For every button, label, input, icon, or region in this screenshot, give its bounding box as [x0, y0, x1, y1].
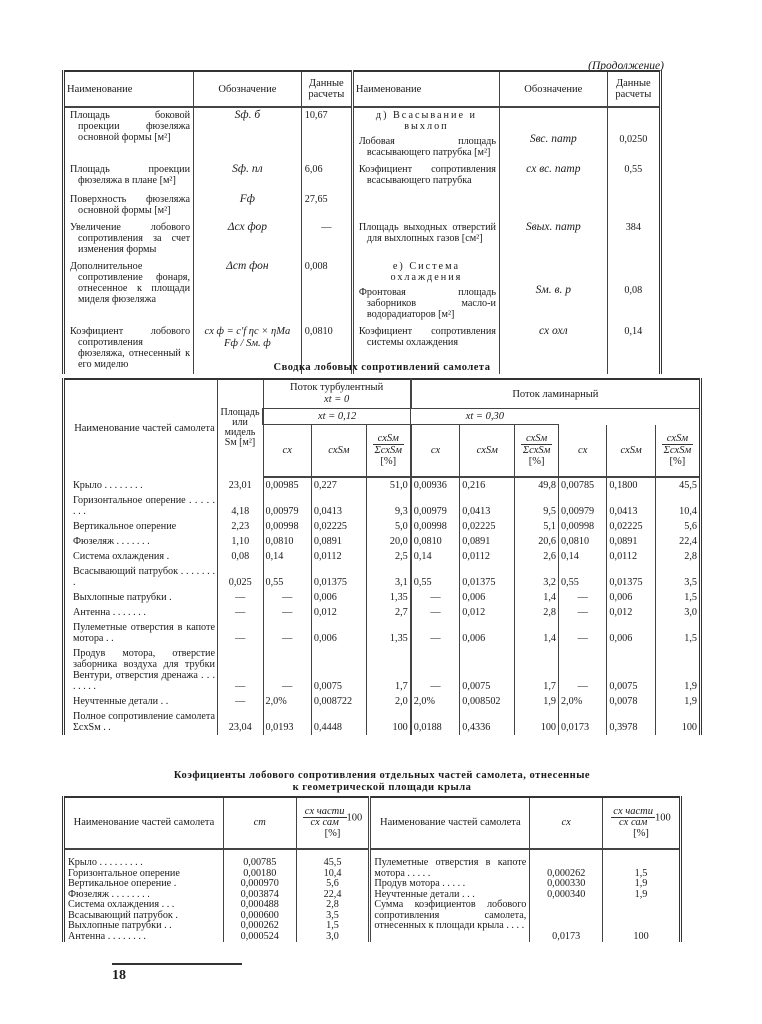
left-names — [64, 849, 224, 942]
cx-value: 0,000340 — [547, 888, 586, 900]
pct-den: ΣcxSм — [663, 445, 692, 456]
area-value: — — [218, 620, 264, 646]
title-line-1: Коэфициенты лобового сопротивления отдельных частей самолета, отнесенные — [173, 770, 591, 781]
cx-value: — — [411, 605, 460, 620]
row-value: 10,67 — [301, 107, 352, 162]
part-name: Антенна . . . . . . . — [73, 606, 146, 618]
pct-value: 1,5 — [634, 867, 648, 879]
pct-den: ΣcxSм — [374, 445, 403, 457]
cxs-value: 0,01375 — [460, 564, 515, 590]
cxs-value: 0,006 — [460, 590, 515, 605]
area-value: 4,18 — [218, 493, 264, 519]
table-row — [64, 709, 701, 735]
pct-value: 1,9 — [515, 694, 559, 709]
cxs-value: 0,0075 — [460, 646, 515, 694]
part-name: Продув мотора . . . . . — [374, 878, 466, 889]
ratio-mult: 100 — [655, 812, 671, 824]
ratio-den: cx сам — [619, 817, 648, 829]
area-value: — — [218, 590, 264, 605]
summary-table-body — [64, 477, 701, 735]
pct-value: 9,3 — [366, 493, 410, 519]
drag-summary-table — [62, 378, 702, 735]
cxs-value: 0,02225 — [607, 519, 655, 534]
pct-num: cxSм — [373, 433, 405, 445]
header-pct — [515, 425, 559, 477]
table-row — [64, 519, 701, 534]
cx-value: 0,55 — [559, 564, 607, 590]
pct-value: 2,8 — [326, 899, 339, 910]
footer-rule — [112, 963, 242, 965]
row-symbol: Fф — [194, 192, 302, 220]
header-laminar-030: xt = 0,30 — [411, 409, 559, 425]
area-value: 1,10 — [218, 534, 264, 549]
header-name-right: Наименование — [352, 71, 499, 107]
turbulent-label: Поток турбулентный — [290, 382, 384, 393]
pct-value: 2,6 — [515, 549, 559, 564]
row-value: 0,14 — [607, 324, 660, 374]
pct-value: 1,7 — [515, 646, 559, 694]
pct-value: 2,5 — [366, 549, 410, 564]
area-value: 0,08 — [218, 549, 264, 564]
cxs-value: 0,0075 — [607, 646, 655, 694]
row-value: — — [301, 220, 352, 259]
pct-value: 5,6 — [326, 878, 339, 889]
row-name: Фронтовая площадь заборников масло-и водорадиаторов [м²] — [358, 287, 496, 320]
cxs-value: 0,01375 — [311, 564, 366, 590]
header-ratio-right — [603, 797, 681, 849]
header-laminar-012: xt = 0,12 — [263, 409, 411, 425]
row-name: Лобовая площадь всасывающего патрубка [м²] — [358, 136, 496, 158]
cxs-value: 0,006 — [311, 620, 366, 646]
parameters-table — [62, 70, 662, 374]
pct-value: 5,6 — [655, 519, 700, 534]
cx-value: 0,14 — [559, 549, 607, 564]
pct-value: 20,0 — [366, 534, 410, 549]
row-name: Поверхность фюзеляжа основной формы [м²] — [70, 194, 191, 216]
header-area: Площадь или мидель Sм [м²] — [218, 379, 264, 477]
turbulent-condition: xt = 0 — [324, 394, 350, 405]
pct-value: 100 — [655, 709, 700, 735]
part-name: Вертикальное оперение — [73, 520, 177, 532]
cxs-value: 0,4448 — [311, 709, 366, 735]
row-symbol: Δcт фон — [194, 259, 302, 324]
cx-value: 0,14 — [411, 549, 460, 564]
cx-value: 0,0810 — [263, 534, 311, 549]
part-name: Всасывающий патрубок . . . . . . . . — [73, 565, 215, 588]
row-value: 27,65 — [301, 192, 352, 220]
cx-value: 0,0173 — [552, 930, 581, 942]
table-row — [64, 620, 701, 646]
table-row — [64, 534, 701, 549]
row-name: Коэфициент лобового сопротивления фюзеляжа, отнесенный к его миделю — [70, 326, 191, 370]
cxs-value: 0,006 — [607, 620, 655, 646]
cx-value: — — [411, 646, 460, 694]
row-symbol: Sвых. патр — [499, 220, 607, 259]
part-name: Выхлопные патрубки . . — [68, 920, 172, 931]
row-value: 0,008 — [301, 259, 352, 324]
pct-value: 1,7 — [366, 646, 410, 694]
part-name: Неучтенные детали . . — [73, 695, 169, 707]
pct-value: 20,6 — [515, 534, 559, 549]
pct-value: 1,9 — [655, 646, 700, 694]
part-name: Продув мотора, отверстие заборника воздуха для трубки Вентури, отверстия дренажа . . . . . . . . — [73, 647, 215, 692]
cxs-value: 0,0078 — [607, 694, 655, 709]
header-symbol-left: Обозначение — [194, 71, 302, 107]
table-row — [64, 646, 701, 694]
row-symbol: cx охл — [499, 324, 607, 374]
pct-value: 3,5 — [655, 564, 700, 590]
row-name: Коэфициент сопротивления системы охлаждения — [358, 326, 496, 348]
pct-value: 22,4 — [323, 888, 342, 900]
header-part-name: Наименование частей самолета — [74, 422, 215, 434]
ratio-num: cx части — [304, 805, 345, 817]
row-value: 384 — [607, 220, 660, 259]
cxs-value: 0,0112 — [311, 549, 366, 564]
pct-value: 3,2 — [515, 564, 559, 590]
header-turbulent — [263, 379, 411, 409]
pct-den: ΣcxSм — [522, 445, 551, 457]
row-symbol: Sвс. патр — [499, 107, 607, 162]
right-names — [370, 849, 530, 942]
formula-text: cx ф = c′f ηc × ηMa Fф / Sм. ф — [204, 326, 291, 349]
cx-value: 0,00936 — [411, 477, 460, 493]
cxs-value: 0,0413 — [607, 493, 655, 519]
part-name: Неучтенные детали . . . — [374, 888, 475, 900]
header-part-name-right: Наименование частей самолета — [370, 797, 530, 849]
pct-unit: [%] — [528, 456, 545, 468]
cxs-value: 0,227 — [311, 477, 366, 493]
header-pct — [366, 425, 410, 477]
row-name: Дополнительное сопротивление фонаря, отнесенное к площади миделя фюзеляжа — [70, 261, 191, 305]
cx-value: 0,00998 — [559, 519, 607, 534]
row-name: Увеличение лобового сопротивления за счет изменения формы — [70, 222, 191, 255]
cx-value: 0,000330 — [547, 878, 586, 889]
cx-value: 0,0193 — [263, 709, 311, 735]
pct-num: cxSм — [662, 433, 694, 445]
cxs-value: 0,4336 — [460, 709, 515, 735]
pct-value: 1,5 — [655, 590, 700, 605]
row-value: 0,55 — [607, 162, 660, 220]
cx-value: 0,14 — [263, 549, 311, 564]
cx-value: 0,00180 — [243, 867, 277, 879]
part-name: Горизонтальное оперение — [68, 867, 180, 879]
part-name: Пулеметные отверстия в капоте мотора . . . . . — [374, 857, 527, 879]
table-row — [64, 590, 701, 605]
cxs-value: 0,02225 — [460, 519, 515, 534]
cx-value: 0,0173 — [559, 709, 607, 735]
ratio-unit: [%] — [633, 827, 649, 839]
cxs-value: 0,216 — [460, 477, 515, 493]
header-cx: cx — [263, 425, 311, 477]
part-name: Крыло . . . . . . . . . — [68, 857, 143, 868]
cx-value: — — [559, 605, 607, 620]
cx-value: — — [263, 620, 311, 646]
pct-value: 1,35 — [366, 590, 410, 605]
cxs-value: 0,0075 — [311, 646, 366, 694]
pct-value: 10,4 — [323, 867, 342, 879]
pct-value: 3,0 — [326, 930, 339, 942]
right-cx — [530, 849, 603, 942]
table-row — [64, 493, 701, 519]
cxs-value: 0,006 — [607, 590, 655, 605]
pct-value: 1,4 — [515, 620, 559, 646]
cx-value: 0,0810 — [411, 534, 460, 549]
pct-value: 9,5 — [515, 493, 559, 519]
row-value: 0,0250 — [607, 107, 660, 162]
cx-value: — — [411, 620, 460, 646]
title-line-2: к геометрической площади крыла — [292, 782, 472, 793]
area-value: — — [218, 605, 264, 620]
pct-value: 1,5 — [326, 920, 339, 931]
cx-value: 0,00785 — [559, 477, 607, 493]
cx-value: 0,000600 — [240, 909, 279, 921]
row-value: 0,0810 — [301, 324, 352, 374]
wing-area-coefficients-table — [62, 796, 682, 942]
page-number: 18 — [112, 968, 126, 983]
right-pct — [603, 849, 681, 942]
cx-value: 0,000262 — [240, 920, 279, 931]
pct-unit: [%] — [669, 456, 686, 467]
header-ct: cт — [223, 797, 296, 849]
pct-value: 51,0 — [366, 477, 410, 493]
cx-value: 0,00979 — [263, 493, 311, 519]
cx-value: 0,00979 — [559, 493, 607, 519]
row-name: Площадь выходных отверстий для выхлопных газов [см²] — [358, 222, 496, 244]
left-pct — [296, 849, 370, 942]
ratio-den: cx сам — [310, 817, 339, 829]
part-name: Сумма коэфициентов лобового сопротивления самолета, отнесенных к площади крыла . . . . — [374, 899, 527, 931]
cx-value: 0,00985 — [263, 477, 311, 493]
part-name: Полное сопротивление самолета ΣcxSм . . — [73, 710, 215, 733]
cx-value: 0,000488 — [240, 899, 279, 910]
pct-value: 2,8 — [515, 605, 559, 620]
cxs-value: 0,006 — [311, 590, 366, 605]
pct-value: 22,4 — [655, 534, 700, 549]
table-row — [64, 694, 701, 709]
cxs-value: 0,0112 — [460, 549, 515, 564]
ratio-unit: [%] — [324, 827, 341, 839]
cxs-value: 0,008502 — [460, 694, 515, 709]
pct-value: 2,7 — [366, 605, 410, 620]
summary-table-title: Сводка лобовых сопротивлений самолета — [273, 362, 491, 373]
cx-value: — — [263, 605, 311, 620]
row-symbol: Sф. пл — [194, 162, 302, 192]
cxs-value: 0,006 — [460, 620, 515, 646]
cxs-value: 0,0112 — [607, 549, 655, 564]
part-name: Система охлаждения . . . — [68, 899, 175, 910]
pct-value: 1,35 — [366, 620, 410, 646]
area-value: — — [218, 646, 264, 694]
header-value-left: Данные расчеты — [301, 71, 352, 107]
pct-value: 100 — [515, 709, 559, 735]
pct-value: 1,5 — [655, 620, 700, 646]
cx-value: — — [263, 590, 311, 605]
table-row — [64, 549, 701, 564]
pct-value: 10,4 — [655, 493, 700, 519]
part-name: Выхлопные патрубки . — [73, 591, 172, 603]
table-row — [64, 477, 701, 493]
part-name: Антенна . . . . . . . . — [68, 930, 146, 942]
table-row — [64, 564, 701, 590]
cx-value: 0,55 — [411, 564, 460, 590]
pct-num: cxSм — [521, 433, 553, 445]
header-cx: cx — [411, 425, 460, 477]
part-name: Пулеметные отверстия в капоте мотора . . — [73, 621, 215, 644]
pct-value: 3,0 — [655, 605, 700, 620]
part-name: Горизонтальное оперение . . . . . . . . — [73, 494, 215, 517]
area-value: 23,04 — [218, 709, 264, 735]
cxs-value: 0,02225 — [311, 519, 366, 534]
header-name-left: Наименование — [64, 71, 194, 107]
row-name: Площадь проекции фюзеляжа в плане [м²] — [70, 164, 191, 186]
cx-value: 0,00979 — [411, 493, 460, 519]
cxs-value: 0,01375 — [607, 564, 655, 590]
cx-value: 2,0% — [411, 694, 460, 709]
pct-value: 100 — [633, 930, 649, 942]
row-symbol: Sф. б — [194, 107, 302, 162]
cxs-value: 0,0891 — [607, 534, 655, 549]
cxs-value: 0,0891 — [311, 534, 366, 549]
pct-value: 5,0 — [366, 519, 410, 534]
table-row — [64, 605, 701, 620]
part-name: Система охлаждения . — [73, 550, 170, 562]
pct-value: 2,0 — [366, 694, 410, 709]
cx-value: 0,000262 — [547, 867, 586, 879]
pct-value: 2,8 — [655, 549, 700, 564]
part-name: Всасывающий патрубок . — [68, 909, 178, 921]
pct-unit: [%] — [380, 456, 397, 468]
cxs-value: 0,012 — [607, 605, 655, 620]
left-cx — [223, 849, 296, 942]
pct-value: 3,1 — [366, 564, 410, 590]
area-value: 2,23 — [218, 519, 264, 534]
cxs-value: 0,1800 — [607, 477, 655, 493]
area-value: 0,025 — [218, 564, 264, 590]
row-value: 0,08 — [607, 259, 660, 324]
cx-value: 0,00785 — [243, 857, 277, 868]
ratio-num: cx части — [613, 805, 653, 817]
cx-value: — — [263, 646, 311, 694]
cx-value: 0,00998 — [411, 519, 460, 534]
pct-value: 1,4 — [515, 590, 559, 605]
cxs-value: 0,012 — [460, 605, 515, 620]
cx-value: 0,000524 — [240, 930, 279, 942]
area-value: — — [218, 694, 264, 709]
header-ratio-left — [296, 797, 370, 849]
header-part-name-left: Наименование частей самолета — [64, 797, 224, 849]
part-name: Фюзеляж . . . . . . . — [73, 535, 150, 547]
header-cx: cx — [559, 425, 607, 477]
ratio-mult: 100 — [346, 812, 363, 824]
row-value: 6,06 — [301, 162, 352, 192]
section-title: е) Система охлаждения — [390, 261, 463, 283]
area-value: 23,01 — [218, 477, 264, 493]
header-cx: cx — [530, 797, 603, 849]
cxs-value: 0,0891 — [460, 534, 515, 549]
cx-value: — — [559, 646, 607, 694]
header-cxs: cxSм — [311, 425, 366, 477]
part-name: Фюзеляж . . . . . . . . — [68, 888, 150, 900]
header-symbol-right: Обозначение — [499, 71, 607, 107]
cx-value: — — [559, 590, 607, 605]
cx-value: 0,00998 — [263, 519, 311, 534]
section-title: д) Всасывание и выхлоп — [375, 110, 477, 132]
part-name: Вертикальное оперение . — [68, 878, 177, 889]
cx-value: 0,0188 — [411, 709, 460, 735]
cx-value: 2,0% — [559, 694, 607, 709]
cxs-value: 0,008722 — [311, 694, 366, 709]
pct-value: 3,5 — [326, 909, 339, 921]
cx-value: 0,000970 — [240, 878, 279, 889]
row-symbol: Δcx фор — [194, 220, 302, 259]
header-cxs: cxSм — [607, 425, 655, 477]
row-name: Коэфициент сопротивления всасывающего патрубка — [358, 164, 496, 186]
header-cxs: cxSм — [460, 425, 515, 477]
row-symbol: Sм. в. р — [499, 259, 607, 324]
pct-value: 1,9 — [634, 878, 648, 889]
pct-value: 100 — [366, 709, 410, 735]
cx-value: 0,0810 — [559, 534, 607, 549]
pct-value: 1,9 — [634, 888, 648, 900]
header-value-right: Данные расчеты — [607, 71, 660, 107]
cx-value: 0,55 — [263, 564, 311, 590]
header-pct — [655, 425, 700, 477]
cx-value: — — [559, 620, 607, 646]
cxs-value: 0,0413 — [311, 493, 366, 519]
cxs-value: 0,3978 — [607, 709, 655, 735]
header-laminar: Поток ламинарный — [411, 379, 701, 409]
cxs-value: 0,012 — [311, 605, 366, 620]
cx-value: 0,003874 — [240, 888, 279, 900]
row-symbol: cx вс. патр — [499, 162, 607, 220]
pct-value: 49,8 — [515, 477, 559, 493]
coefficients-table-title — [62, 770, 702, 794]
pct-value: 45,5 — [323, 857, 342, 868]
cxs-value: 0,0413 — [460, 493, 515, 519]
row-name: Площадь боковой проекции фюзеляжа основной формы [м²] — [70, 110, 191, 143]
pct-value: 45,5 — [655, 477, 700, 493]
pct-value: 1,9 — [655, 694, 700, 709]
part-name: Крыло . . . . . . . . — [73, 479, 143, 491]
pct-value: 5,1 — [515, 519, 559, 534]
cx-value: 2,0% — [263, 694, 311, 709]
cx-value: — — [411, 590, 460, 605]
continuation-label: (Продолжение) — [588, 60, 664, 72]
